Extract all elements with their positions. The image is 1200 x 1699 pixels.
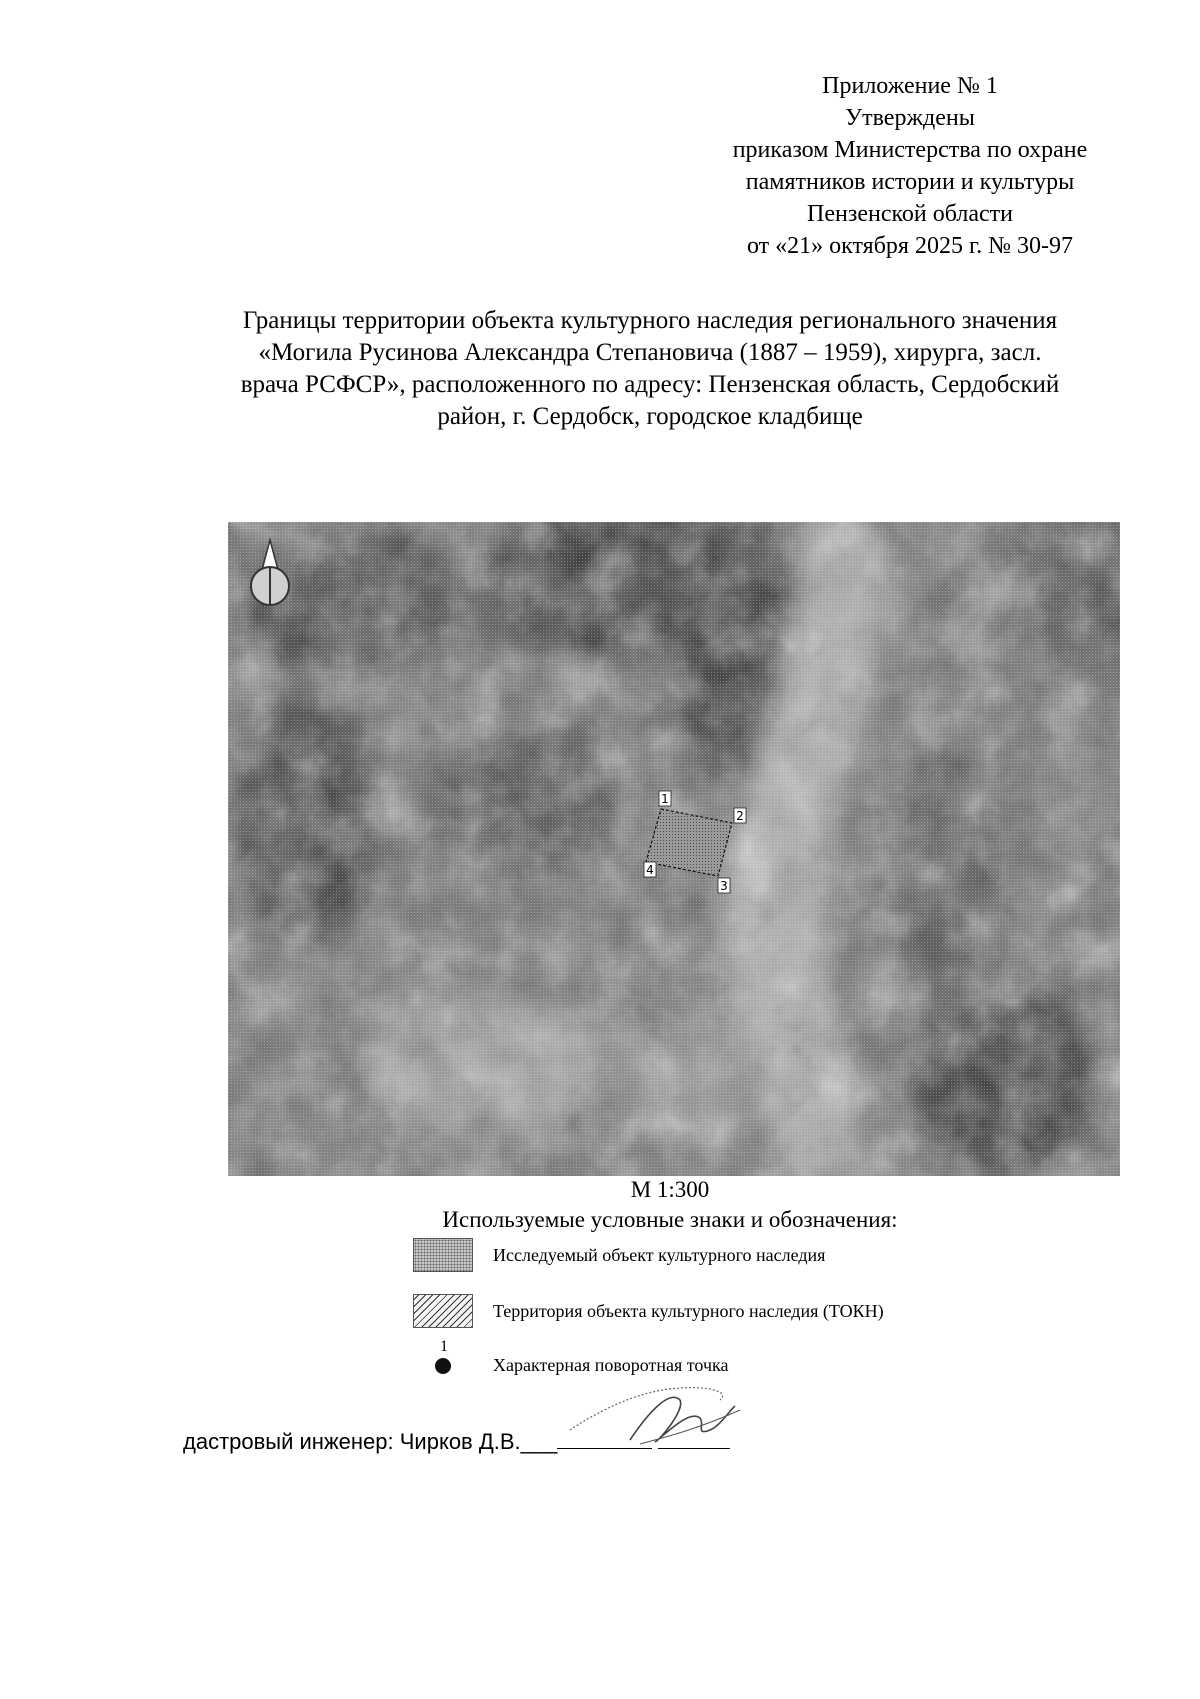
engineer-label: дастровый инженер: Чирков Д.В.___ (183, 1429, 558, 1454)
point-label: 4 (646, 863, 654, 877)
point-number: 1 (440, 1338, 448, 1355)
region-line: Пензенской области (807, 201, 1013, 227)
dotted-swatch-icon (413, 1238, 473, 1272)
order-date: от «21» октября 2025 г. № 30-97 (746, 233, 1073, 259)
title-line: «Могила Русинова Александра Степановича (1887 – 1959), хирурга, засл. (258, 339, 1042, 366)
approval-block (680, 70, 1140, 262)
title-line: врача РСФСР», расположенного по адресу: Пензенская область, Сердобский (240, 371, 1060, 398)
legend-label: Характерная поворотная точка (493, 1355, 729, 1375)
title-line: Границы территории объекта культурного наследия регионального значения (242, 307, 1058, 334)
aerial-photo (228, 522, 1120, 1176)
ministry-line: памятников истории и культуры (745, 169, 1075, 195)
aerial-map (228, 522, 1120, 1176)
legend-label: Исследуемый объект культурного наследия (493, 1245, 826, 1265)
hatched-swatch-icon (413, 1294, 473, 1328)
signature-icon (560, 1370, 750, 1460)
point-dot-icon (435, 1358, 451, 1374)
approved-label: Утверждены (845, 105, 975, 131)
appendix-number: Приложение № 1 (822, 73, 998, 99)
point-label: 3 (720, 879, 728, 893)
point-label: 1 (661, 792, 669, 806)
turning-point-marker (644, 862, 656, 877)
legend-label: Территория объекта культурного наследия (ТОКН) (493, 1301, 884, 1321)
order-line: приказом Министерства по охране (732, 137, 1088, 163)
title-line: район, г. Сердобск, городское кладбище (437, 403, 863, 430)
turning-point-marker (659, 791, 671, 806)
turning-point-marker (734, 808, 746, 823)
document-title (170, 305, 1130, 433)
map-scale: М 1:300 (630, 1177, 710, 1202)
point-label: 2 (736, 809, 744, 823)
legend-heading: Используемые условные знаки и обозначения: (442, 1207, 898, 1232)
turning-point-marker (718, 878, 730, 893)
